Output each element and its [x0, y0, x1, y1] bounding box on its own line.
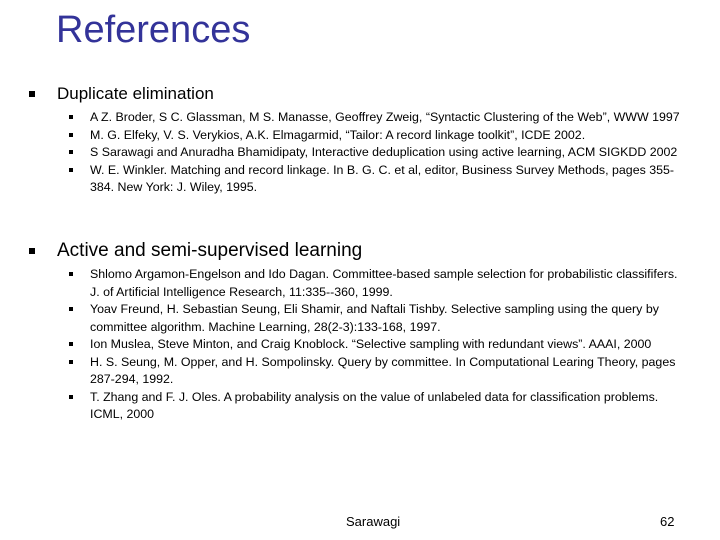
square-bullet-icon [29, 91, 35, 97]
section-heading-text: Duplicate elimination [57, 84, 214, 103]
reference-item [29, 389, 690, 424]
square-bullet-icon [69, 168, 73, 172]
reference-text: W. E. Winkler. Matching and record linkage. In B. G. C. et al, editor, Business Survey Methods, pages 355-384. New York: J. Wiley, 1995. [90, 162, 675, 194]
reference-item [29, 301, 690, 336]
reference-item [29, 109, 690, 127]
square-bullet-icon [69, 115, 73, 119]
section-duplicate-elimination [29, 83, 709, 197]
page-number: 62 [660, 514, 675, 529]
reference-text: Yoav Freund, H. Sebastian Seung, Eli Shamir, and Naftali Tishby. Selective sampling using the query by committee algorithm. Machine Learning, 28(2-3):133-168, 1997. [90, 302, 659, 334]
reference-text: Shlomo Argamon-Engelson and Ido Dagan. Committee-based sample selection for probabilistic classififers. J. of Artificial Intelligence Research, 11:335--360, 1999. [90, 267, 678, 299]
square-bullet-icon [29, 248, 35, 254]
square-bullet-icon [69, 395, 73, 399]
square-bullet-icon [69, 307, 73, 311]
reference-text: S Sarawagi and Anuradha Bhamidipaty, Interactive deduplication using active learning, ACM SIGKDD 2002 [90, 145, 678, 159]
section-active-learning [29, 240, 709, 424]
reference-item [29, 162, 690, 197]
square-bullet-icon [69, 150, 73, 154]
reference-text: A Z. Broder, S C. Glassman, M S. Manasse, Geoffrey Zweig, “Syntactic Clustering of the Web”, WWW 1997 [90, 110, 680, 124]
reference-item [29, 266, 690, 301]
reference-item [29, 144, 690, 162]
reference-item [29, 127, 690, 145]
reference-text: Ion Muslea, Steve Minton, and Craig Knoblock. “Selective sampling with redundant views”. AAAI, 2000 [90, 337, 652, 351]
section-heading [29, 83, 709, 105]
footer-author: Sarawagi [346, 514, 401, 529]
slide-title: References [56, 9, 251, 51]
square-bullet-icon [69, 133, 73, 137]
reference-text: T. Zhang and F. J. Oles. A probability analysis on the value of unlabeled data for classification problems. ICML, 2000 [90, 389, 659, 421]
reference-text: M. G. Elfeky, V. S. Verykios, A.K. Elmagarmid, “Tailor: A record linkage toolkit”, ICDE 2002. [90, 127, 586, 142]
square-bullet-icon [69, 342, 73, 346]
section-heading-text: Active and semi-supervised learning [57, 240, 363, 261]
reference-list [29, 266, 709, 424]
reference-item [29, 354, 690, 389]
reference-list [29, 109, 709, 197]
square-bullet-icon [69, 272, 73, 276]
square-bullet-icon [69, 360, 73, 364]
section-heading [29, 240, 709, 262]
reference-text: H. S. Seung, M. Opper, and H. Sompolinsky. Query by committee. In Computational Learing Theory, pages 287-294, 1992. [90, 354, 676, 386]
reference-item [29, 336, 690, 354]
